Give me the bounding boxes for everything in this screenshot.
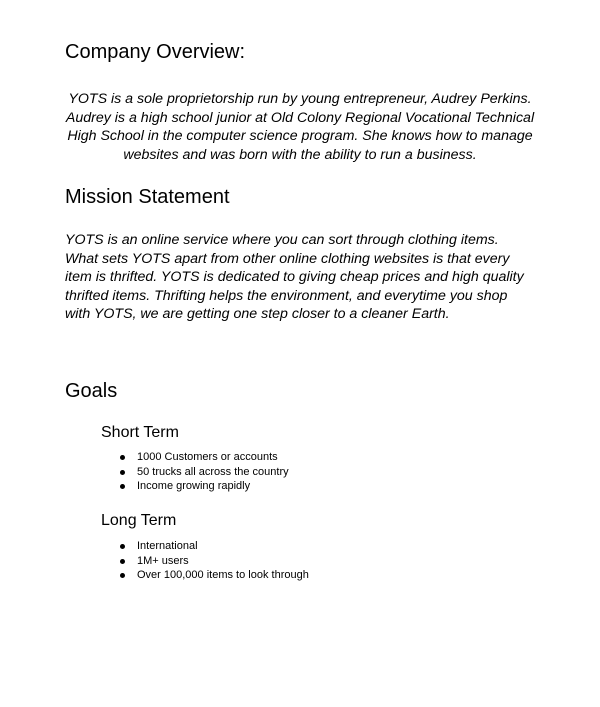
list-item-text: 1M+ users <box>137 554 189 567</box>
list-item-text: Over 100,000 items to look through <box>137 569 309 582</box>
short-term-list <box>120 450 289 494</box>
list-item-text: Income growing rapidly <box>137 480 251 493</box>
list-item <box>120 568 309 583</box>
mission-statement-heading: Mission Statement <box>65 186 230 208</box>
bullet-icon <box>120 455 125 460</box>
bullet-icon <box>120 484 125 489</box>
goals-heading: Goals <box>65 380 118 402</box>
list-item-text: 50 trucks all across the country <box>137 465 289 478</box>
long-term-heading: Long Term <box>101 512 177 529</box>
company-overview-paragraph: YOTS is a sole proprietorship run by young entrepreneur, Audrey Perkins. Audrey is a high school junior at Old Colony Regional Vocational Technical High School in the computer science program. She knows how to manage websites and was born with the ability to run a business. <box>65 91 535 163</box>
bullet-icon <box>120 544 125 549</box>
list-item-text: International <box>137 540 198 552</box>
list-item <box>120 450 289 465</box>
bullet-icon <box>120 573 125 578</box>
short-term-heading: Short Term <box>101 424 179 441</box>
list-item <box>120 539 309 554</box>
list-item <box>120 465 289 480</box>
mission-statement-paragraph: YOTS is an online service where you can sort through clothing items. What sets YOTS apart from other online clothing websites is that every item is thrifted. YOTS is dedicated to giving cheap prices and high quality thrifted items. Thrifting helps the environment, and everytime you shop with YOTS, we are getting one step closer to a cleaner Earth. <box>65 232 524 322</box>
bullet-icon <box>120 559 125 564</box>
list-item-text: 1000 Customers or accounts <box>137 451 278 463</box>
list-item <box>120 479 289 494</box>
bullet-icon <box>120 470 125 475</box>
company-overview-heading: Company Overview: <box>65 41 246 63</box>
long-term-list <box>120 539 309 583</box>
list-item <box>120 554 309 569</box>
